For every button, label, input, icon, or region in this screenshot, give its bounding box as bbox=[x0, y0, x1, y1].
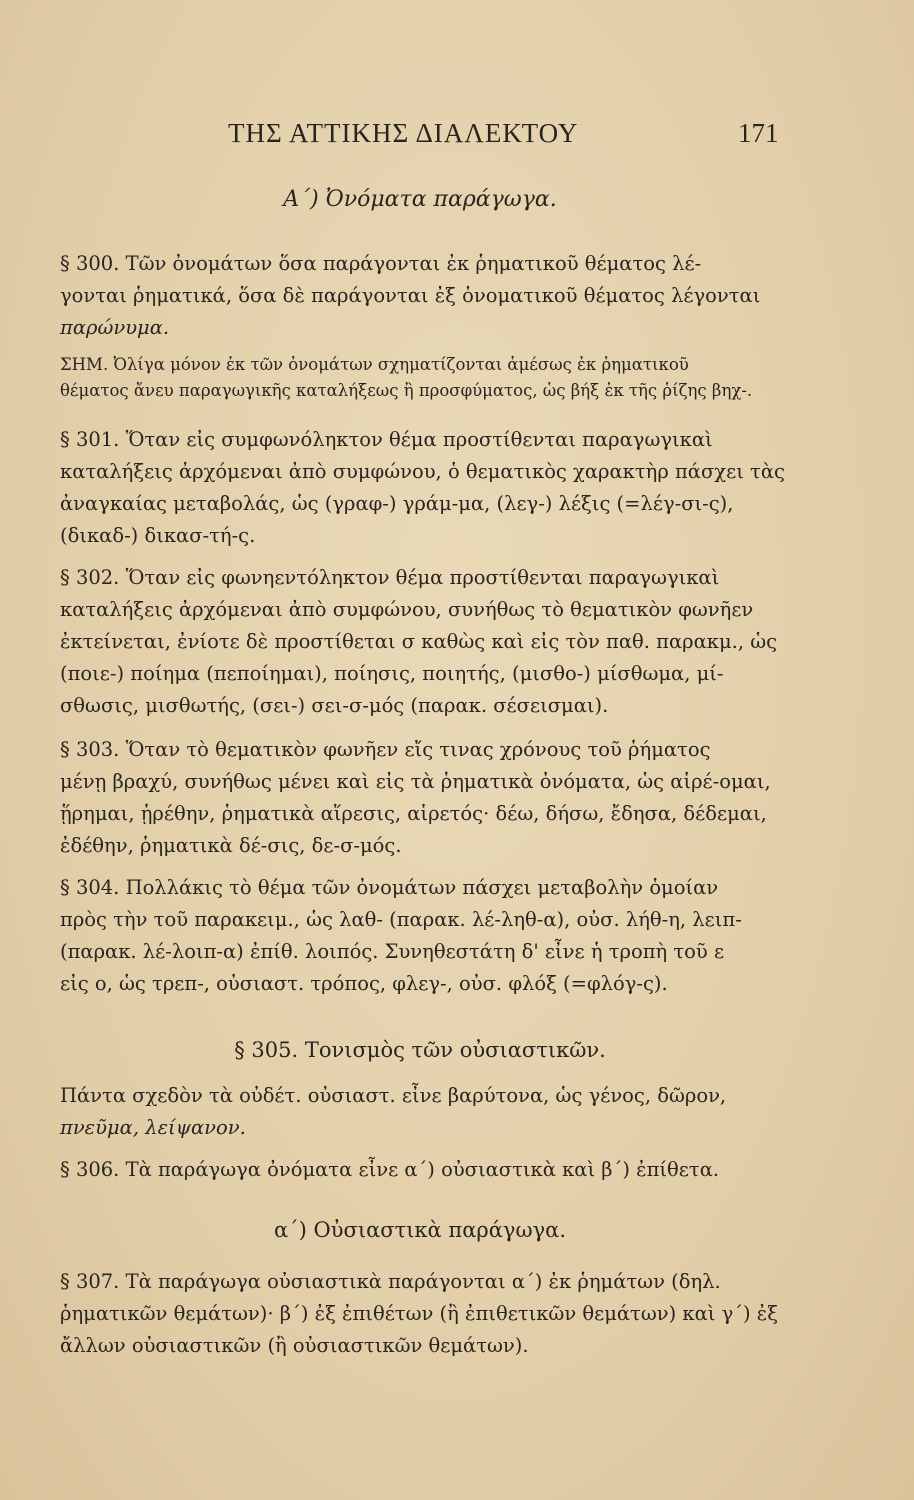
text-line: πνεῦμα, λείψανον. bbox=[60, 1116, 246, 1139]
text-line: θέματος ἄνευ παραγωγικῆς καταλήξεως ἢ προσφύματος, ὡς βήξ ἐκ τῆς ῥίζης βηχ-. bbox=[60, 381, 753, 400]
text-line: § 307. Τὰ παράγωγα οὐσιαστικὰ παράγονται α΄) ἐκ ῥημάτων (δηλ. bbox=[60, 1270, 721, 1293]
text-line: § 306. Τὰ παράγωγα ὀνόματα εἶνε α΄) οὐσιαστικὰ καὶ β΄) ἐπίθετα. bbox=[60, 1158, 720, 1181]
text-line: ἄλλων οὐσιαστικῶν (ἢ οὐσιαστικῶν θεμάτων). bbox=[60, 1334, 529, 1357]
section-a-title: Α΄) Ὀνόματα παράγωγα. bbox=[283, 187, 557, 212]
paragraph-300 bbox=[60, 248, 780, 344]
paragraph-302 bbox=[60, 562, 780, 722]
text-line: σθωσις, μισθωτής, (σει-) σει-σ-μός (παρακ. σέσεισμαι). bbox=[60, 694, 609, 717]
paragraph-306 bbox=[60, 1154, 780, 1186]
running-title: ΤΗΣ ΑΤΤΙΚΗΣ ΔΙΑΛΕΚΤΟΥ bbox=[228, 118, 579, 148]
paragraph-303 bbox=[60, 734, 780, 862]
text-line: § 300. Τῶν ὀνομάτων ὅσα παράγονται ἐκ ῥηματικοῦ θέματος λέ- bbox=[60, 252, 702, 275]
text-line: μένῃ βραχύ, συνήθως μένει καὶ εἰς τὰ ῥηματικὰ ὀνόματα, ὡς αἱρέ-ομαι, bbox=[60, 770, 771, 793]
text-line: § 303. Ὅταν τὸ θεματικὸν φωνῆεν εἴς τινας χρόνους τοῦ ῥήματος bbox=[60, 738, 711, 761]
text-line: (δικαδ-) δικασ-τή-ς. bbox=[60, 524, 256, 547]
text-line: (ποιε-) ποίημα (πεποίημαι), ποίησις, ποιητής, (μισθο-) μίσθωμα, μί- bbox=[60, 662, 724, 685]
page-header bbox=[0, 118, 914, 158]
paragraph-305-heading: § 305. Τονισμὸς τῶν οὐσιαστικῶν. bbox=[234, 1038, 606, 1062]
text-line: καταλήξεις ἀρχόμεναι ἀπὸ συμφώνου, ὁ θεματικὸς χαρακτὴρ πάσχει τὰς bbox=[60, 460, 785, 483]
text-line: § 301. Ὅταν εἰς συμφωνόληκτον θέμα προστίθενται παραγωγικαὶ bbox=[60, 428, 713, 451]
paragraph-307 bbox=[60, 1266, 780, 1362]
text-line: (παρακ. λέ-λοιπ-α) ἐπίθ. λοιπός. Συνηθεστάτη δ' εἶνε ἡ τροπὴ τοῦ ε bbox=[60, 940, 725, 963]
paragraph-301 bbox=[60, 424, 785, 552]
text-line: πρὸς τὴν τοῦ παρακειμ., ὡς λαθ- (παρακ. λέ-ληθ-α), οὐσ. λήθ-η, λειπ- bbox=[60, 908, 742, 931]
text-line: ᾕρημαι, ᾑρέθην, ῥηματικὰ αἵρεσις, αἱρετός· δέω, δήσω, ἔδησα, δέδεμαι, bbox=[60, 802, 767, 825]
text-line: § 304. Πολλάκις τὸ θέμα τῶν ὀνομάτων πάσχει μεταβολὴν ὁμοίαν bbox=[60, 876, 719, 899]
text-line: ῥηματικῶν θεμάτων)· β΄) ἐξ ἐπιθέτων (ἢ ἐπιθετικῶν θεμάτων) καὶ γ΄) ἐξ bbox=[60, 1302, 779, 1325]
text-line: ΣΗΜ. Ὀλίγα μόνον ἐκ τῶν ὀνομάτων σχηματίζονται ἀμέσως ἐκ ῥηματικοῦ bbox=[60, 355, 689, 374]
paragraph-304 bbox=[60, 872, 780, 1000]
text-line: γονται ῥηματικά, ὅσα δὲ παράγονται ἐξ ὀνοματικοῦ θέματος λέγονται bbox=[60, 284, 761, 307]
text-line: ἐδέθην, ῥηματικὰ δέ-σις, δε-σ-μός. bbox=[60, 834, 402, 857]
paragraph-305 bbox=[60, 1080, 780, 1144]
text-line: παρώνυμα. bbox=[60, 316, 170, 339]
text-line: καταλήξεις ἀρχόμεναι ἀπὸ συμφώνου, συνήθως τὸ θεματικὸν φωνῆεν bbox=[60, 598, 754, 621]
text-line: § 302. Ὅταν εἰς φωνηεντόληκτον θέμα προστίθενται παραγωγικαὶ bbox=[60, 566, 720, 589]
text-line: Πάντα σχεδὸν τὰ οὐδέτ. οὐσιαστ. εἶνε βαρύτονα, ὡς γένος, δῶρον, bbox=[60, 1084, 727, 1107]
text-line: εἰς ο, ὡς τρεπ-, οὐσιαστ. τρόπος, φλεγ-, οὐσ. φλόξ (=φλόγ-ς). bbox=[60, 972, 668, 995]
text-line: ἀναγκαίας μεταβολάς, ὡς (γραφ-) γράμ-μα, (λεγ-) λέξις (=λέγ-σι-ς), bbox=[60, 492, 734, 515]
note-block bbox=[60, 352, 780, 404]
page-number: 171 bbox=[738, 118, 779, 148]
text-line: ἐκτείνεται, ἐνίοτε δὲ προστίθεται σ καθὼς καὶ εἰς τὸν παθ. παρακμ., ὡς bbox=[60, 630, 778, 653]
subsection-title: α΄) Οὐσιαστικὰ παράγωγα. bbox=[273, 1218, 567, 1242]
